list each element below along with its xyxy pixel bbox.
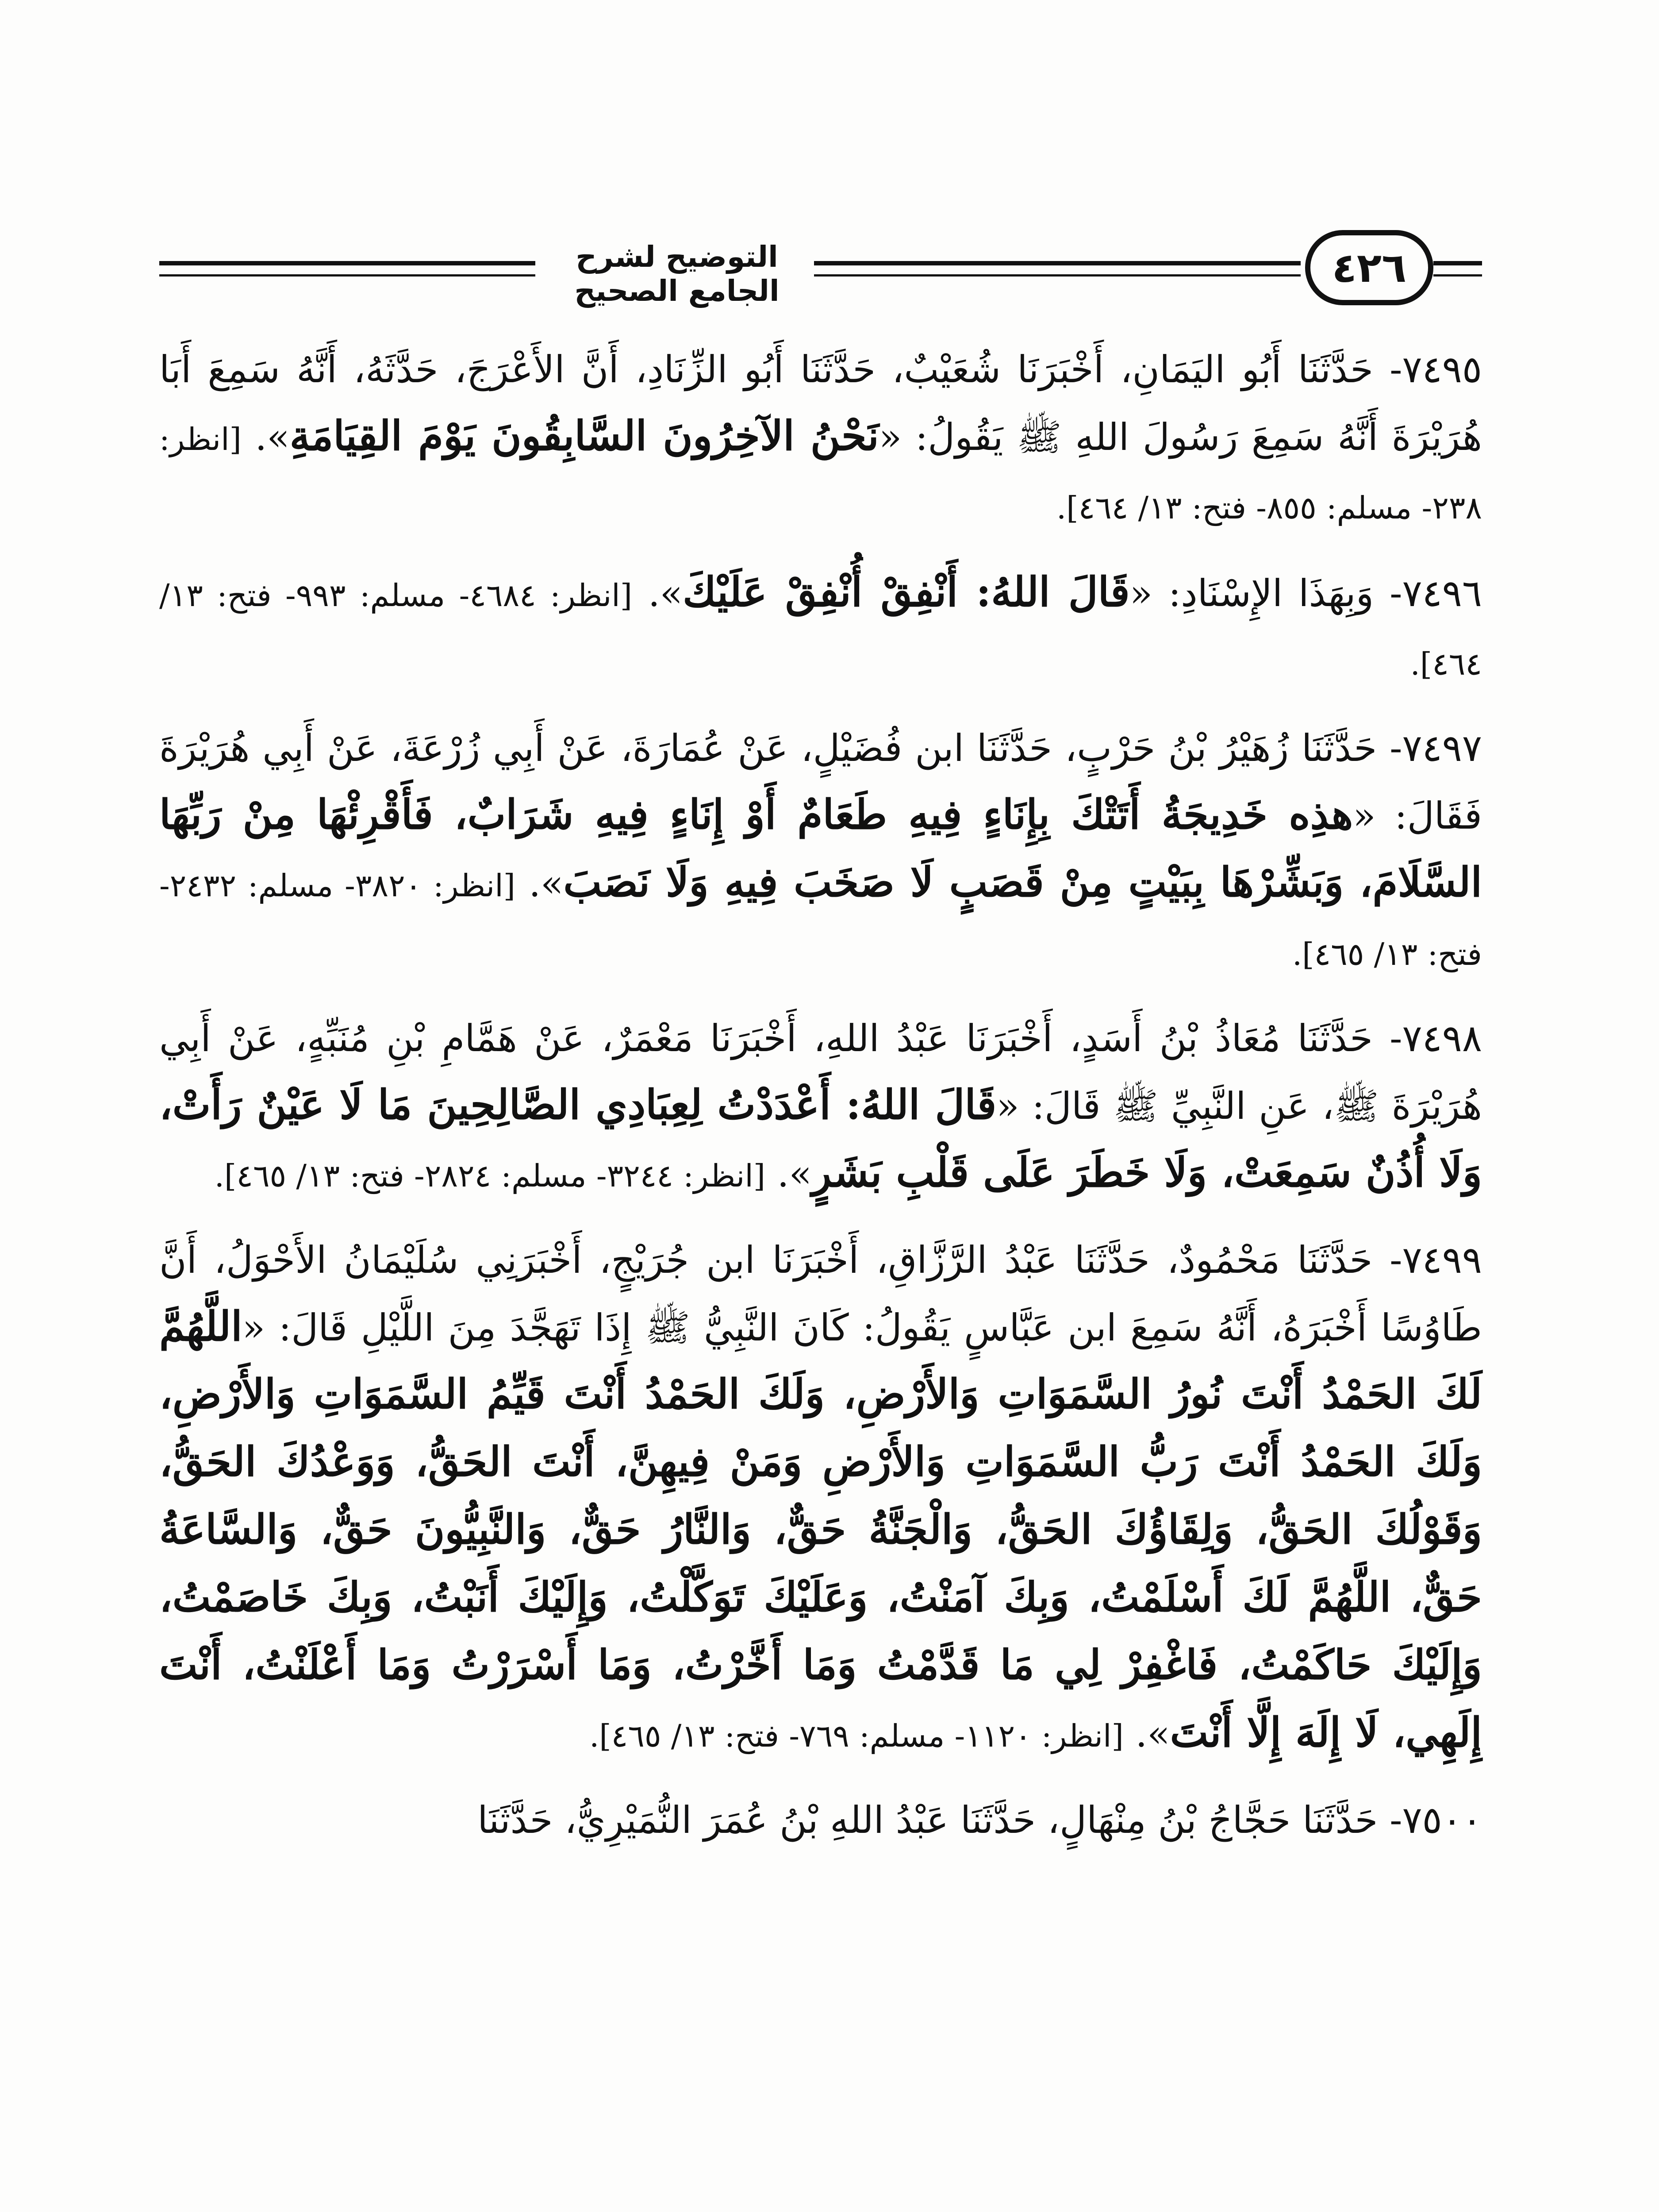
- isnad: ٧٤٩٨- حَدَّثَنَا مُعَاذُ بْنُ أَسَدٍ، أَخْبَرَنَا عَبْدُ اللهِ، أَخْبَرَنَا مَعْمَرٌ، عَنْ هَمَّامِ بْنِ مُنَبِّهٍ، عَنْ أَبِي هُرَيْرَةَ ﷺ، عَنِ النَّبِيِّ ﷺ قَالَ: «: [159, 1017, 1482, 1128]
- closing-quote: ».: [765, 1152, 812, 1195]
- hadith-7499: [159, 1227, 1482, 1769]
- hadith-matn: قَالَ اللهُ: أَعْدَدْتُ لِعِبَادِي الصَّالِحِينَ مَا لَا عَيْنٌ رَأَتْ، وَلَا أُذُنٌ سَمِعَتْ، وَلَا خَطَرَ عَلَى قَلْبِ بَشَرٍ: [159, 1081, 1482, 1196]
- hadith-matn: هذِه خَدِيجَةُ أَتَتْكَ بِإِنَاءٍ فِيهِ طَعَامٌ أَوْ إِنَاءٍ فِيهِ شَرَابٌ، فَأَقْرِئْهَا مِنْ رَبِّهَا السَّلَامَ، وَبَشِّرْهَا بِبَيْتٍ مِنْ قَصَبٍ لَا صَخَبَ فِيهِ وَلَا نَصَبَ: [159, 791, 1482, 906]
- page-number-frame: [1305, 230, 1433, 305]
- cross-reference: [انظر: ٣٢٤٤- مسلم: ٢٨٢٤- فتح: ١٣/ ٤٦٥].: [214, 1158, 766, 1194]
- hadith-7496: [159, 559, 1482, 697]
- isnad: ٧٤٩٥- حَدَّثَنَا أَبُو اليَمَانِ، أَخْبَرَنَا شُعَيْبٌ، حَدَّثَنَا أَبُو الزِّنَادِ، أَنَّ الأَعْرَجَ، حَدَّثَهُ، أَنَّهُ سَمِعَ أَبَا هُرَيْرَةَ أَنَّهُ سَمِعَ رَسُولَ اللهِ ﷺ يَقُولُ: «: [159, 348, 1482, 459]
- cross-reference: [انظر: ١١٢٠- مسلم: ٧٦٩- فتح: ١٣/ ٤٦٥].: [589, 1718, 1124, 1754]
- hadith-7498: [159, 1005, 1482, 1209]
- cross-reference: [انظر: ٣٨٢٠- مسلم: ٢٤٣٢- فتح: ١٣/ ٤٦٥].: [159, 868, 1482, 972]
- header-rule-middle: [814, 261, 1301, 265]
- closing-quote: ».: [241, 415, 290, 459]
- header-rule-right: [1433, 261, 1482, 265]
- hadith-7495: [159, 336, 1482, 541]
- header-rule-right-thin: [1433, 274, 1482, 276]
- isnad: ٧٤٩٩- حَدَّثَنَا مَحْمُودٌ، حَدَّثَنَا عَبْدُ الرَّزَّاقِ، أَخْبَرَنَا ابن جُرَيْجٍ، أَخْبَرَنِي سُلَيْمَانُ الأَحْوَلُ، أَنَّ طَاوُسًا أَخْبَرَهُ، أَنَّهُ سَمِعَ ابن عَبَّاسٍ يَقُولُ: كَانَ النَّبِيُّ ﷺ إِذَا تَهَجَّدَ مِنَ اللَّيْلِ قَالَ: «: [159, 1238, 1482, 1349]
- closing-quote: ».: [632, 572, 683, 615]
- isnad: ٧٥٠٠- حَدَّثَنَا حَجَّاجُ بْنُ مِنْهَالٍ، حَدَّثَنَا عَبْدُ اللهِ بْنُ عُمَرَ النُّمَيْرِيُّ، حَدَّثَنَا: [477, 1798, 1482, 1842]
- isnad: ٧٤٩٧- حَدَّثَنَا زُهَيْرُ بْنُ حَرْبٍ، حَدَّثَنَا ابن فُضَيْلٍ، عَنْ عُمَارَةَ، عَنْ أَبِي زُرْعَةَ، عَنْ أَبِي هُرَيْرَةَ فَقَالَ: «: [159, 726, 1482, 837]
- header-rule-left-thin: [159, 274, 535, 276]
- page-number: ٤٢٦: [1332, 244, 1407, 292]
- header-rule-left: [159, 261, 535, 265]
- running-title: التوضيح لشرح الجامع الصحيح: [574, 240, 780, 308]
- hadith-matn: اللَّهُمَّ لَكَ الحَمْدُ أَنْتَ نُورُ السَّمَوَاتِ وَالأَرْضِ، وَلَكَ الحَمْدُ أَنْتَ قَيِّمُ السَّمَوَاتِ وَالأَرْضِ، وَلَكَ الحَمْدُ أَنْتَ رَبُّ السَّمَوَاتِ وَالأَرْضِ وَمَنْ فِيهِنَّ، أَنْتَ الحَقُّ، وَوَعْدُكَ الحَقُّ، وَقَوْلُكَ الحَقُّ، وَلِقَاؤُكَ الحَقُّ، وَالْجَنَّةُ حَقٌّ، وَالنَّارُ حَقٌّ، وَالنَّبِيُّونَ حَقٌّ، وَالسَّاعَةُ حَقٌّ، اللَّهُمَّ لَكَ أَسْلَمْتُ، وَبِكَ آمَنْتُ، وَعَلَيْكَ تَوَكَّلْتُ، وَإِلَيْكَ أَنَبْتُ، وَبِكَ خَاصَمْتُ، وَإِلَيْكَ حَاكَمْتُ، فَاغْفِرْ لِي مَا قَدَّمْتُ وَمَا أَخَّرْتُ، وَمَا أَسْرَرْتُ وَمَا أَعْلَنْتُ، أَنْتَ إِلَهِي، لَا إِلَهَ إِلَّا أَنْتَ: [159, 1302, 1482, 1756]
- hadith-matn: قَالَ اللهُ: أَنْفِقْ أُنْفِقْ عَلَيْكَ: [683, 568, 1130, 616]
- hadith-7497: [159, 715, 1482, 987]
- closing-quote: ».: [515, 862, 564, 905]
- isnad: ٧٤٩٦- وَبِهَذَا الإِسْنَادِ: «: [1129, 572, 1482, 615]
- cross-reference: [انظر: ٤٦٨٤- مسلم: ٩٩٣- فتح: ١٣/ ٤٦٤].: [159, 577, 1482, 682]
- body-text: [159, 336, 1482, 1871]
- page-header: [159, 230, 1482, 319]
- cross-reference: [انظر: ٢٣٨- مسلم: ٨٥٥- فتح: ١٣/ ٤٦٤].: [159, 421, 1482, 526]
- header-rule-middle-thin: [814, 274, 1301, 276]
- hadith-matn: نَحْنُ الآخِرُونَ السَّابِقُونَ يَوْمَ القِيَامَةِ: [289, 412, 879, 460]
- hadith-7500: [159, 1787, 1482, 1853]
- closing-quote: ».: [1123, 1712, 1170, 1755]
